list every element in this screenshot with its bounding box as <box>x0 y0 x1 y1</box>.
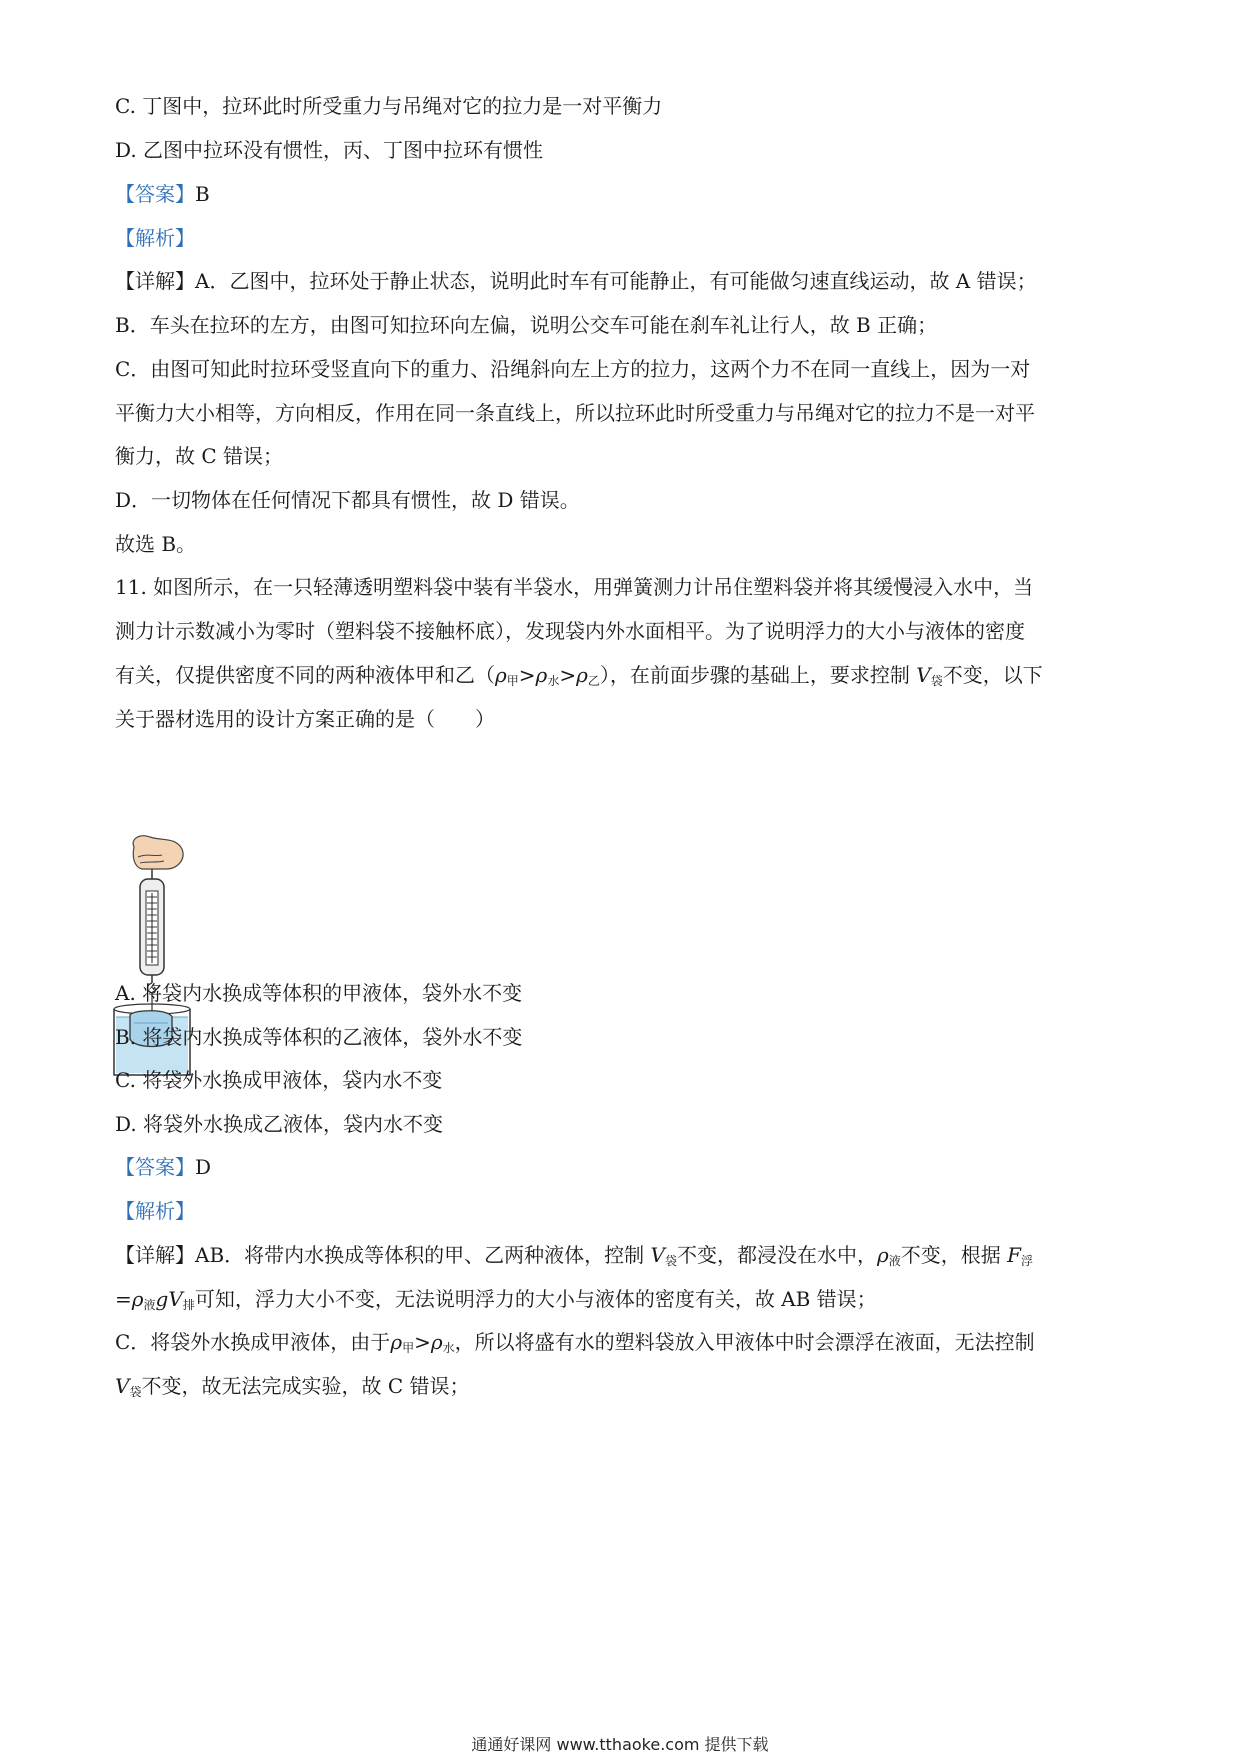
gt-symbol: > <box>518 663 536 687</box>
hand-icon <box>133 836 183 869</box>
gt-symbol: > <box>559 663 577 687</box>
rho-symbol: ρ <box>576 663 588 687</box>
sub-dai: 袋 <box>129 1385 142 1399</box>
sub-dai: 袋 <box>664 1254 677 1268</box>
sub-dai: 袋 <box>930 674 943 688</box>
q11-detail-1-a: AB．将带内水换成等体积的甲、乙两种液体，控制 <box>195 1243 651 1267</box>
v-symbol: V <box>168 1287 183 1311</box>
detail-c2-prev: 平衡力大小相等，方向相反，作用在同一条直线上，所以拉环此时所受重力与吊绳对它的拉力不是一对平 <box>115 401 1035 425</box>
detail-tag: 【详解】 <box>115 269 195 293</box>
q11-line4: 关于器材选用的设计方案正确的是（ ） <box>115 707 495 731</box>
q11-detail-1-b: 不变，都浸没在水中， <box>676 1243 877 1267</box>
detail-c3-prev: 衡力，故 C 错误； <box>115 444 284 468</box>
detail-c1-prev: C．由图可知此时拉环受竖直向下的重力、沿绳斜向左上方的拉力，这两个力不在同一直线上，因为一对 <box>115 357 1031 381</box>
q11-analysis-tag: 【解析】 <box>115 1199 195 1223</box>
v-symbol: V <box>650 1243 665 1267</box>
sub-fu: 浮 <box>1021 1254 1034 1268</box>
q11-detail-3-a: C．将袋外水换成甲液体，由于 <box>115 1330 391 1354</box>
q11-detail-2 <box>115 1284 877 1320</box>
option-c-prev: C. 丁图中，拉环此时所受重力与吊绳对它的拉力是一对平衡力 <box>115 94 663 118</box>
q11-line3-a: 有关，仅提供密度不同的两种液体甲和乙（ <box>115 663 495 687</box>
sub-jia: 甲 <box>402 1341 415 1355</box>
sub-pai: 排 <box>182 1298 195 1312</box>
equals-symbol: = <box>115 1287 132 1311</box>
answer-tag: 【答案】 <box>115 182 195 206</box>
q11-answer <box>115 1152 211 1182</box>
g-symbol: g <box>155 1287 169 1311</box>
detail-d-prev: D．一切物体在任何情况下都具有惯性，故 D 错误。 <box>115 488 580 512</box>
rho-symbol: ρ <box>535 663 548 687</box>
q11-detail-3-b: ，所以将盛有水的塑料袋放入甲液体中时会漂浮在液面，无法控制 <box>454 1330 1035 1354</box>
detail-tag: 【详解】 <box>115 1243 195 1267</box>
q11-line3-c: 不变，以下 <box>942 663 1043 687</box>
rho-symbol: ρ <box>430 1330 443 1354</box>
sub-yi: 乙 <box>587 674 600 688</box>
q11-detail-1 <box>115 1240 1033 1276</box>
q11-detail-2-b: 可知，浮力大小不变，无法说明浮力的大小与液体的密度有关，故 AB 错误； <box>194 1287 877 1311</box>
rho-symbol: ρ <box>390 1330 403 1354</box>
f-symbol: F <box>1007 1243 1021 1267</box>
v-symbol: V <box>115 1374 130 1398</box>
q11-detail-1-c: 不变，根据 <box>900 1243 1008 1267</box>
choose-prev: 故选 B。 <box>115 532 197 556</box>
footer-text: 通通好课网 www.tthaoke.com 提供下载 <box>471 1735 769 1754</box>
q11-detail-4 <box>115 1371 470 1407</box>
gt-symbol: > <box>414 1330 431 1354</box>
q11-line2: 测力计示数减小为零时（塑料袋不接触杯底），发现袋内外水面相平。为了说明浮力的大小与液体的密度 <box>115 619 1025 643</box>
sub-shui: 水 <box>547 674 560 688</box>
v-symbol: V <box>916 663 931 687</box>
sub-ye: 液 <box>888 1254 901 1268</box>
answer-prev <box>115 179 210 209</box>
q11-option-b: B. 将袋内水换成等体积的乙液体，袋外水不变 <box>115 1025 523 1049</box>
detail-a-text: A．乙图中，拉环处于静止状态，说明此时车有可能静止，有可能做匀速直线运动，故 A 错误； <box>195 269 1037 293</box>
q11-detail-4-b: 不变，故无法完成实验，故 C 错误； <box>141 1374 470 1398</box>
detail-b-prev: B．车头在拉环的左方，由图可知拉环向左偏，说明公交车可能在刹车礼让行人，故 B 正确； <box>115 313 938 337</box>
sub-jia: 甲 <box>506 674 519 688</box>
q11-detail-3 <box>115 1327 1035 1363</box>
sub-shui: 水 <box>442 1341 455 1355</box>
sub-ye: 液 <box>143 1298 156 1312</box>
q11-line1: 11. 如图所示，在一只轻薄透明塑料袋中装有半袋水，用弹簧测力计吊住塑料袋并将其缓慢浸入水中，当 <box>115 575 1034 599</box>
q11-option-c: C. 将袋外水换成甲液体，袋内水不变 <box>115 1068 443 1092</box>
rho-symbol: ρ <box>876 1243 889 1267</box>
answer-value: D <box>195 1155 212 1179</box>
q11-option-d: D. 将袋外水换成乙液体，袋内水不变 <box>115 1112 444 1136</box>
analysis-tag-prev: 【解析】 <box>115 226 195 250</box>
option-d-prev: D. 乙图中拉环没有惯性，丙、丁图中拉环有惯性 <box>115 138 544 162</box>
q11-option-a: A. 将袋内水换成等体积的甲液体，袋外水不变 <box>115 981 523 1005</box>
answer-tag: 【答案】 <box>115 1155 195 1179</box>
answer-value: B <box>195 182 210 206</box>
rho-symbol: ρ <box>495 663 507 687</box>
q11-line3-b: ），在前面步骤的基础上，要求控制 <box>599 663 917 687</box>
rho-symbol: ρ <box>131 1287 144 1311</box>
q11-line3 <box>115 660 1043 696</box>
detail-a-prev <box>115 266 1037 296</box>
